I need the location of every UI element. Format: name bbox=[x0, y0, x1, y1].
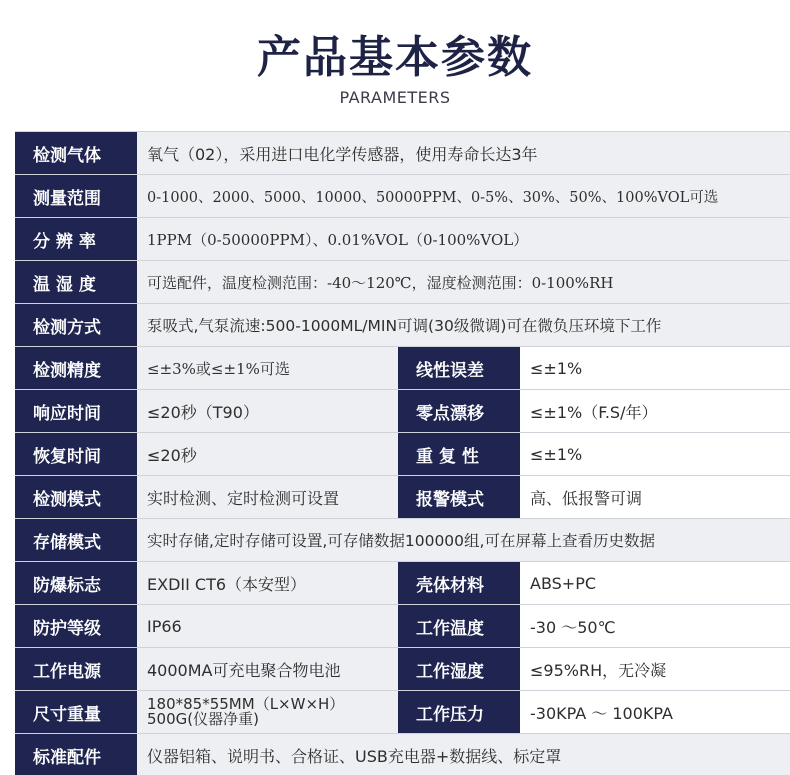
param-label: 壳体材料 bbox=[398, 562, 520, 604]
param-label: 检测气体 bbox=[15, 132, 137, 174]
param-label: 存储模式 bbox=[15, 519, 137, 561]
param-label: 零点漂移 bbox=[398, 390, 520, 432]
table-row bbox=[15, 217, 790, 260]
table-row bbox=[15, 260, 790, 303]
table-row bbox=[15, 174, 790, 217]
table-row bbox=[15, 432, 790, 475]
param-label: 分 辨 率 bbox=[15, 218, 137, 260]
param-label: 防爆标志 bbox=[15, 562, 137, 604]
table-row bbox=[15, 647, 790, 690]
param-value bbox=[137, 691, 398, 733]
weight-text: 500G(仪器净重) bbox=[147, 710, 259, 728]
param-value: 泵吸式,气泵流速:500-1000ML/MIN可调(30级微调)可在微负压环境下工作 bbox=[137, 304, 790, 346]
table-row bbox=[15, 733, 790, 775]
param-value: IP66 bbox=[137, 605, 398, 647]
param-label: 防护等级 bbox=[15, 605, 137, 647]
param-value: ≤20秒 bbox=[137, 433, 398, 475]
page-subtitle: PARAMETERS bbox=[339, 88, 451, 107]
param-label: 检测精度 bbox=[15, 347, 137, 389]
param-label: 线性误差 bbox=[398, 347, 520, 389]
param-label: 工作压力 bbox=[398, 691, 520, 733]
param-value: -30KPA ～ 100KPA bbox=[520, 691, 790, 733]
table-row bbox=[15, 131, 790, 174]
param-value: 4000MA可充电聚合物电池 bbox=[137, 648, 398, 690]
param-value: EXDII CT6（本安型） bbox=[137, 562, 398, 604]
param-label: 报警模式 bbox=[398, 476, 520, 518]
dimensions-text: 180*85*55MM（L×W×H） bbox=[147, 695, 345, 713]
param-label: 检测方式 bbox=[15, 304, 137, 346]
param-value: 实时存储,定时存储可设置,可存储数据100000组,可在屏幕上查看历史数据 bbox=[137, 519, 790, 561]
table-row bbox=[15, 389, 790, 432]
param-value: ≤95%RH，无冷凝 bbox=[520, 648, 790, 690]
table-row bbox=[15, 690, 790, 733]
param-value: ≤±1% bbox=[520, 433, 790, 475]
table-row bbox=[15, 561, 790, 604]
page-header bbox=[0, 0, 790, 130]
param-label: 尺寸重量 bbox=[15, 691, 137, 733]
param-value: ≤±1% bbox=[520, 347, 790, 389]
param-label: 检测模式 bbox=[15, 476, 137, 518]
param-label: 重 复 性 bbox=[398, 433, 520, 475]
param-value: 实时检测、定时检测可设置 bbox=[137, 476, 398, 518]
param-label: 工作温度 bbox=[398, 605, 520, 647]
param-value: ≤20秒（T90） bbox=[137, 390, 398, 432]
param-value: ABS+PC bbox=[520, 562, 790, 604]
param-value: 高、低报警可调 bbox=[520, 476, 790, 518]
table-row bbox=[15, 303, 790, 346]
table-row bbox=[15, 518, 790, 561]
table-row bbox=[15, 604, 790, 647]
param-label: 标准配件 bbox=[15, 734, 137, 775]
param-value: 氧气（02），采用进口电化学传感器，使用寿命长达3年 bbox=[137, 132, 790, 174]
table-row bbox=[15, 346, 790, 389]
param-label: 工作湿度 bbox=[398, 648, 520, 690]
parameters-table bbox=[15, 131, 790, 775]
param-value: 可选配件，温度检测范围：-40～120℃，湿度检测范围：0-100%RH bbox=[137, 261, 790, 303]
param-label: 工作电源 bbox=[15, 648, 137, 690]
param-value: 0-1000、2000、5000、10000、50000PPM、0-5%、30%、50%、100%VOL可选 bbox=[137, 175, 790, 217]
param-label: 测量范围 bbox=[15, 175, 137, 217]
param-value: 1PPM（0-50000PPM）、0.01%VOL（0-100%VOL） bbox=[137, 218, 790, 260]
table-row bbox=[15, 475, 790, 518]
param-value: ≤±3%或≤±1%可选 bbox=[137, 347, 398, 389]
page-title: 产品基本参数 bbox=[257, 32, 533, 83]
param-label: 温 湿 度 bbox=[15, 261, 137, 303]
param-value: ≤±1%（F.S/年） bbox=[520, 390, 790, 432]
param-label: 恢复时间 bbox=[15, 433, 137, 475]
param-value: -30 ～50℃ bbox=[520, 605, 790, 647]
param-value: 仪器铝箱、说明书、合格证、USB充电器+数据线、标定罩 bbox=[137, 734, 790, 775]
param-label: 响应时间 bbox=[15, 390, 137, 432]
